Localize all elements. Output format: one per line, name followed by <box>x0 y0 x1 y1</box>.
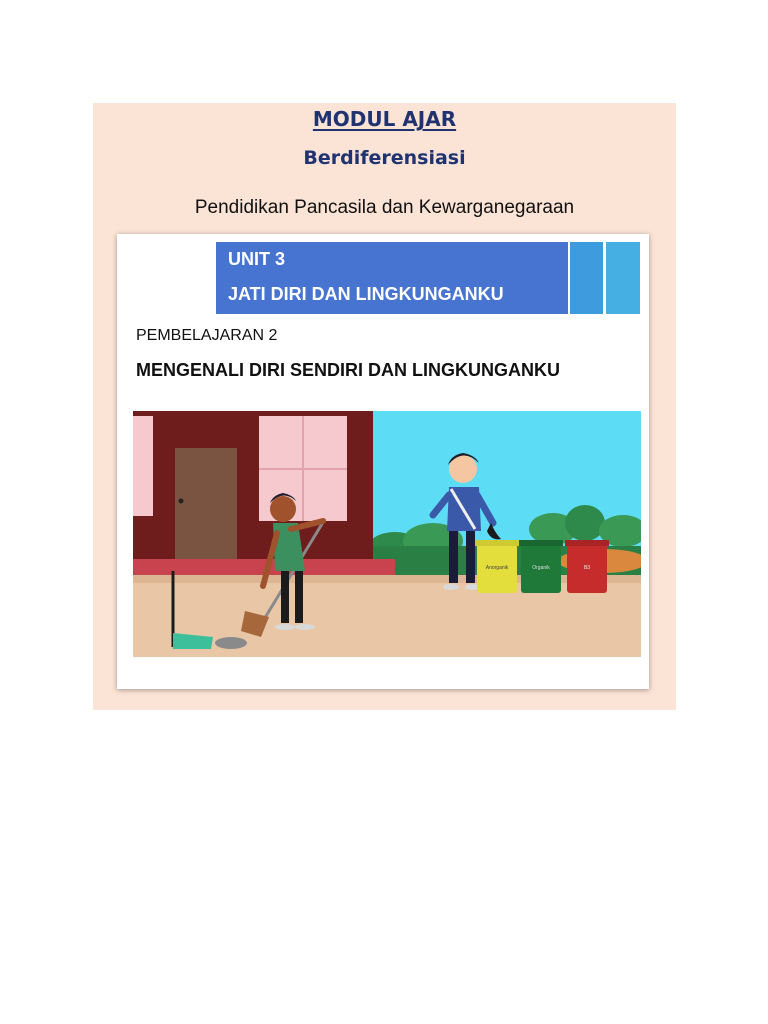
unit-title: JATI DIRI DAN LINGKUNGANKU <box>228 284 504 304</box>
cover-page <box>93 103 676 710</box>
bin-organik <box>519 540 563 593</box>
illustration <box>133 411 641 657</box>
bin-anorganik <box>475 540 519 593</box>
window <box>133 416 153 516</box>
banner-stripe <box>606 242 640 314</box>
banner-stripe <box>570 242 603 314</box>
bin-label-b3: B3 <box>583 565 591 571</box>
unit-label: UNIT 3 <box>228 249 286 269</box>
module-title: MODUL AJAR <box>312 107 457 131</box>
lesson-label: PEMBELAJARAN 2 <box>136 327 278 344</box>
unit-banner <box>216 242 568 314</box>
bin-b3 <box>565 540 609 593</box>
subject-name: Pendidikan Pancasila dan Kewarganegaraan <box>194 197 575 218</box>
unit-card <box>117 234 649 689</box>
door <box>175 448 237 561</box>
door-knob <box>179 499 184 504</box>
bin-label-anorganik: Anorganik <box>485 565 509 571</box>
lesson-title: MENGENALI DIRI SENDIRI DAN LINGKUNGANKU <box>136 360 561 380</box>
bin-label-organik: Organik <box>532 565 550 571</box>
module-subtitle: Berdiferensiasi <box>303 147 466 169</box>
